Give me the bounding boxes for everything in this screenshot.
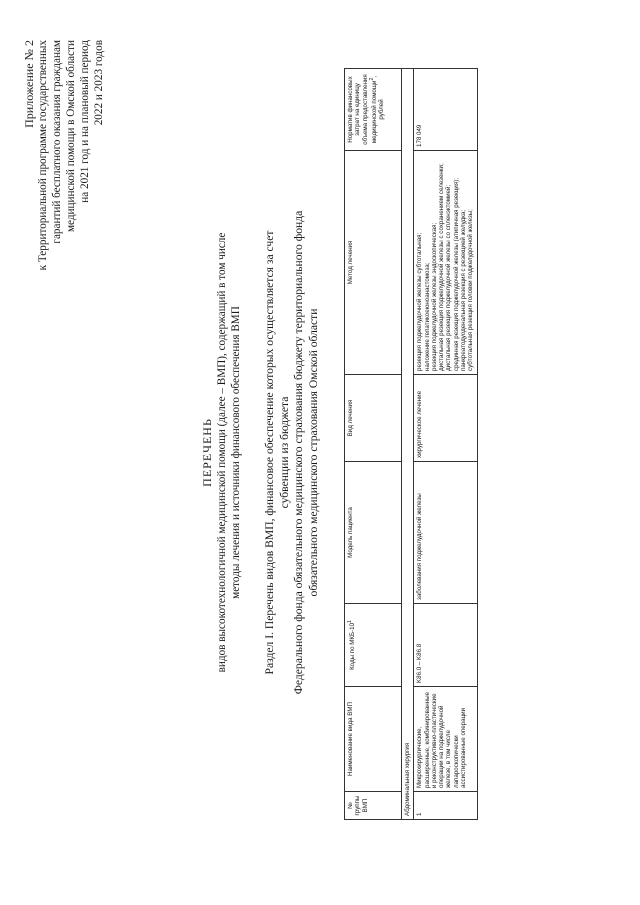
table-header-row: [345, 69, 402, 820]
method-item: панкреатодуоденальная резекция с резекцией желудка;: [460, 209, 468, 371]
header-norm-unit: , рублей: [370, 75, 386, 120]
annex-line-4: на 2021 год и на плановый период: [79, 40, 91, 203]
section-heading-line-1: Раздел I. Перечень видов ВМП, финансовое обеспечение которых осуществляется за счет субвенции из бюджета: [263, 230, 291, 675]
cell-codes: K86.0 – K86.8: [414, 604, 477, 687]
header-codes: [345, 604, 402, 687]
header-norm-text: Норматив финансовых затрат на единицу объема предоставления медицинской помощи: [347, 74, 378, 145]
method-item: резекция поджелудочной железы субтотальная;: [416, 232, 424, 371]
vmp-table: [344, 68, 478, 820]
annex-line-5: 2022 и 2023 годов: [93, 40, 105, 126]
section-label: Абдоминальная хирургия: [402, 69, 414, 820]
annex-number: Приложение № 2: [22, 40, 36, 128]
cell-patient-model: заболевания поджелудочной железы: [414, 462, 477, 604]
method-item: субтотальная резекция головки поджелудочной железы;: [467, 209, 475, 371]
method-item: резекция поджелудочной железы эндоскопическая;: [430, 222, 438, 371]
method-item: дистальная резекция поджелудочной железы со спленэктомией;: [445, 184, 453, 371]
section-heading-line-2: Федерального фонда обязательного медицинского страхования бюджету территориального фонда обязательного медицинского страхования Омской области: [292, 210, 320, 695]
method-item: наложение гепатикоеюноанастомоза;: [423, 262, 431, 371]
header-codes-footnote: 1: [347, 620, 353, 623]
cell-treatment-type: хирургическое лечение: [414, 375, 477, 462]
annex-line-1: к Территориальной программе государственных: [37, 40, 49, 271]
header-codes-text: Коды по МКБ-10: [349, 622, 357, 670]
section-row: [402, 69, 414, 820]
header-treatment-method: Метод лечения: [345, 151, 402, 375]
cell-norm: 178 049: [414, 69, 477, 151]
header-group-no: № группы ВМП: [345, 792, 402, 820]
header-patient-model: Модель пациента: [345, 462, 402, 604]
annex-header: [22, 40, 106, 400]
cell-name: Микрохирургические, расширенные, комбинированные и реконструктивно-пластические операции на поджелудочной железе, в том числе лапароскопически ассистированные операции: [414, 687, 477, 792]
method-item: срединная резекция поджелудочной железы (атипичная резекция);: [452, 178, 460, 371]
annex-line-3: медицинской помощи в Омской области: [65, 40, 77, 233]
table-row: [414, 69, 477, 820]
method-item: дистальная резекция поджелудочной железы с сохранением селезенки;: [438, 163, 446, 371]
doc-subtitle: видов высокотехнологичной медицинской помощи (далее – ВМП), содержащий в том числе методы лечения и источники финансового обеспечения ВМП: [216, 232, 242, 673]
header-norm: [345, 69, 402, 151]
header-norm-footnote: 2: [368, 77, 375, 81]
cell-group-no: 1: [414, 792, 477, 820]
doc-title: ПЕРЕЧЕНЬ: [200, 418, 214, 487]
header-name: Наименование вида ВМП: [345, 687, 402, 792]
header-treatment-type: Вид лечения: [345, 375, 402, 462]
annex-line-2: гарантий бесплатного оказания гражданам: [51, 40, 63, 244]
cell-treatment-method: [414, 151, 477, 375]
